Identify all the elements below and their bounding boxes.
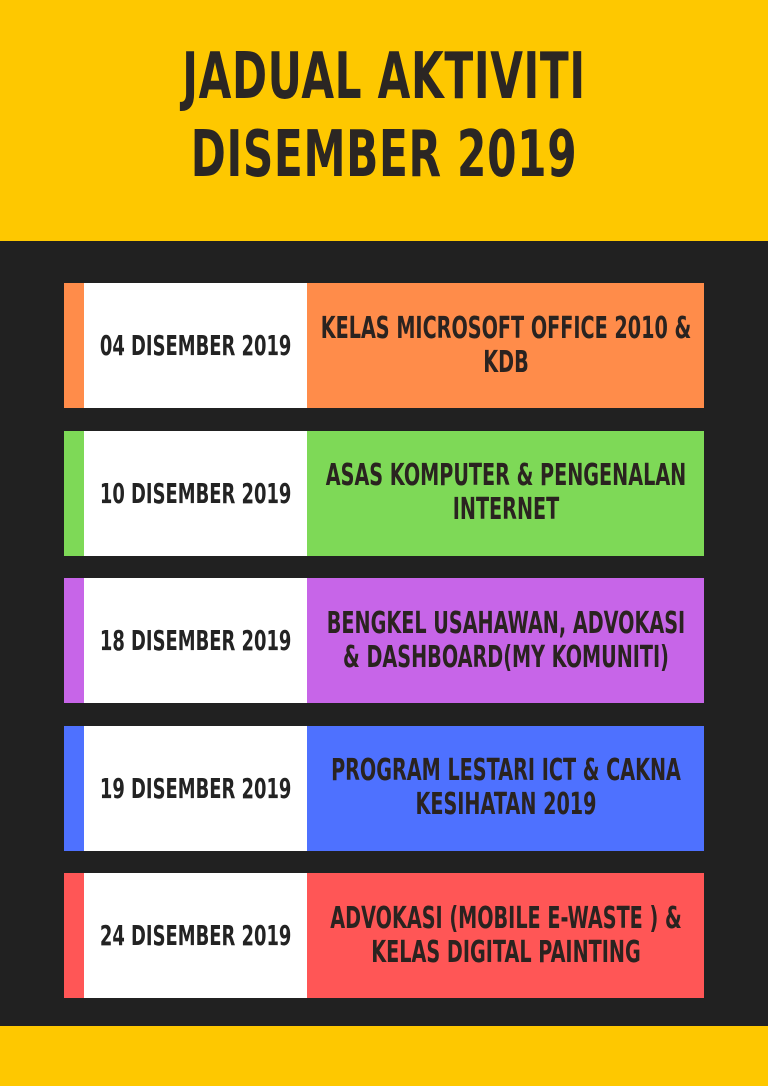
title-line-2: DISEMBER 2019 (190, 118, 578, 192)
row-accent-bar (64, 431, 84, 556)
schedule-date: 18 DISEMBER 2019 (99, 624, 292, 657)
schedule-row (64, 431, 704, 556)
schedule-activity: PROGRAM LESTARI ICT & CAKNA KESIHATAN 2019 (330, 753, 681, 822)
schedule-date-cell (84, 578, 307, 703)
schedule-date: 19 DISEMBER 2019 (99, 771, 292, 805)
schedule-activity-cell (307, 726, 704, 851)
schedule-date: 24 DISEMBER 2019 (99, 919, 292, 952)
schedule-activity-cell (307, 431, 704, 556)
schedule-date: 10 DISEMBER 2019 (99, 476, 292, 510)
schedule-row (64, 726, 704, 851)
row-accent-bar (64, 873, 84, 998)
footer-band (0, 1026, 768, 1086)
schedule-row (64, 283, 704, 408)
schedule-activity-cell (307, 578, 704, 703)
schedule-row (64, 873, 704, 998)
row-accent-bar (64, 578, 84, 703)
schedule-date-cell (84, 726, 307, 851)
schedule-row (64, 578, 704, 703)
schedule-date: 04 DISEMBER 2019 (99, 329, 292, 362)
title-line-1: JADUAL AKTIVITI (182, 40, 586, 114)
header-banner (0, 0, 768, 241)
schedule-activity: ADVOKASI (MOBILE E-WASTE ) & KELAS DIGITAL PAINTING (329, 900, 682, 970)
schedule-activity-cell (307, 873, 704, 998)
row-accent-bar (64, 726, 84, 851)
schedule-date-cell (84, 283, 307, 408)
schedule-list (64, 283, 704, 1021)
row-accent-bar (64, 283, 84, 408)
schedule-activity: KELAS MICROSOFT OFFICE 2010 & KDB (320, 310, 691, 380)
schedule-date-cell (84, 431, 307, 556)
schedule-activity: ASAS KOMPUTER & PENGENALAN INTERNET (325, 458, 686, 527)
schedule-date-cell (84, 873, 307, 998)
schedule-activity: BENGKEL USAHAWAN, ADVOKASI & DASHBOARD(MY KOMUNITI) (326, 605, 685, 675)
page-title (131, 38, 638, 194)
schedule-activity-cell (307, 283, 704, 408)
